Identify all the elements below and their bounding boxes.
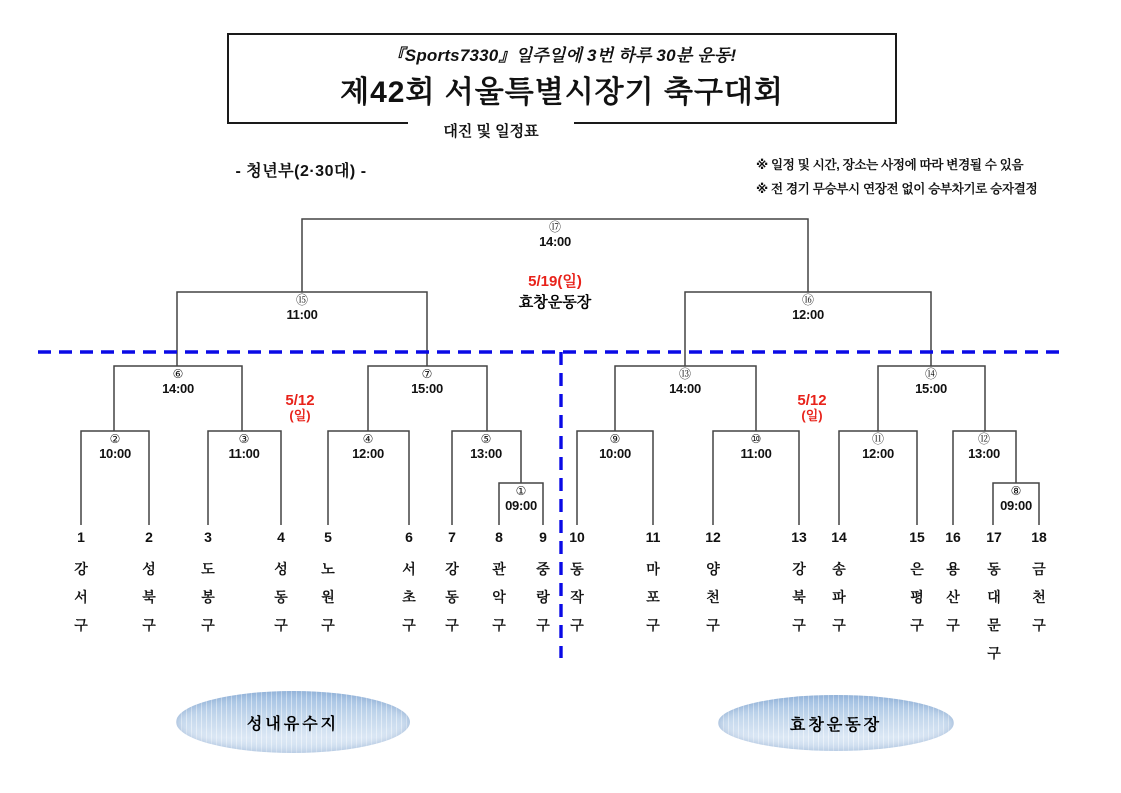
match-m9-label (575, 433, 655, 461)
match-m12-label (944, 433, 1024, 461)
team-name: 은 평 구 (910, 561, 924, 633)
match-number-icon: ⑯ (801, 293, 814, 307)
team-7 (434, 528, 470, 639)
match-time: 11:00 (228, 446, 260, 461)
team-name: 도 봉 구 (201, 561, 215, 633)
match-m11-label (838, 433, 918, 461)
match-number-icon: ⑥ (172, 367, 184, 381)
venue-name-left: 성내유수지 (246, 715, 340, 733)
schedule-table-label: 대진 및 일정표 (408, 119, 574, 145)
team-seed-number: 12 (705, 529, 721, 545)
match-m1-label (481, 485, 561, 513)
match-number-icon: ⑬ (678, 367, 691, 381)
team-seed-number: 16 (945, 529, 961, 545)
team-name: 송 파 구 (832, 561, 846, 633)
team-1 (63, 528, 99, 639)
match-number-icon: ③ (238, 432, 250, 446)
match-number-icon: ② (109, 432, 121, 446)
team-17 (976, 528, 1012, 667)
team-13 (781, 528, 817, 639)
page-title: 제42회 서울특별시장기 축구대회 (340, 76, 784, 109)
match-time: 11:00 (740, 446, 772, 461)
match-m7-label (387, 368, 467, 396)
team-3 (190, 528, 226, 639)
match-m10-label (716, 433, 796, 461)
match-number-icon: ⑦ (421, 367, 433, 381)
team-seed-number: 3 (204, 529, 212, 545)
team-name: 성 북 구 (142, 561, 156, 633)
team-10 (559, 528, 595, 639)
final-round-date: 5/19(일) (528, 273, 582, 290)
team-seed-number: 15 (909, 529, 925, 545)
match-time: 14:00 (539, 234, 571, 249)
final-round-venue: 효창운동장 (518, 294, 592, 311)
team-9 (525, 528, 561, 639)
team-18 (1021, 528, 1057, 639)
note-line-1: ※ 일정 및 시간, 장소는 사정에 따라 변경될 수 있음 (756, 158, 1024, 172)
team-2 (131, 528, 167, 639)
team-seed-number: 13 (791, 529, 807, 545)
team-name: 용 산 구 (946, 561, 960, 633)
match-number-icon: ⑨ (609, 432, 621, 446)
team-seed-number: 7 (448, 529, 456, 545)
team-5 (310, 528, 346, 639)
round-date-right: 5/12 (일) (797, 392, 827, 423)
match-number-icon: ④ (362, 432, 374, 446)
team-seed-number: 18 (1031, 529, 1047, 545)
team-name: 동 대 문 구 (987, 561, 1001, 661)
match-number-icon: ⑪ (871, 432, 884, 446)
match-number-icon: ⑮ (295, 293, 308, 307)
match-number-icon: ① (515, 484, 527, 498)
match-time: 11:00 (286, 307, 318, 322)
match-m5-label (446, 433, 526, 461)
match-time: 14:00 (669, 381, 701, 396)
venue-ellipse-left (176, 691, 410, 753)
match-time: 09:00 (1000, 498, 1032, 513)
team-seed-number: 6 (405, 529, 413, 545)
division-label: - 청년부(2·30대) - (235, 163, 367, 180)
note-line-2: ※ 전 경기 무승부시 연장전 없이 승부차기로 승자결정 (756, 182, 1038, 196)
team-4 (263, 528, 299, 639)
match-m14-label (891, 368, 971, 396)
venue-name-right: 효창운동장 (789, 716, 883, 734)
team-seed-number: 4 (277, 529, 285, 545)
team-11 (635, 528, 671, 639)
match-m3-label (204, 433, 284, 461)
team-seed-number: 1 (77, 529, 85, 545)
match-time: 12:00 (792, 307, 824, 322)
match-m8-label (976, 485, 1056, 513)
team-name: 강 북 구 (792, 561, 806, 633)
team-name: 성 동 구 (274, 561, 288, 633)
team-name: 관 악 구 (492, 561, 506, 633)
team-8 (481, 528, 517, 639)
team-12 (695, 528, 731, 639)
match-number-icon: ⑤ (480, 432, 492, 446)
match-time: 09:00 (505, 498, 537, 513)
team-seed-number: 9 (539, 529, 547, 545)
match-time: 13:00 (968, 446, 1000, 461)
team-seed-number: 17 (986, 529, 1002, 545)
team-seed-number: 14 (831, 529, 847, 545)
team-name: 노 원 구 (321, 561, 335, 633)
match-time: 10:00 (99, 446, 131, 461)
team-seed-number: 5 (324, 529, 332, 545)
match-number-icon: ⑰ (548, 220, 561, 234)
match-number-icon: ⑫ (977, 432, 990, 446)
team-name: 마 포 구 (646, 561, 660, 633)
team-14 (821, 528, 857, 639)
team-name: 강 동 구 (445, 561, 459, 633)
team-seed-number: 10 (569, 529, 585, 545)
team-name: 강 서 구 (74, 561, 88, 633)
match-m6-label (138, 368, 218, 396)
team-name: 중 랑 구 (536, 561, 550, 633)
match-time: 15:00 (915, 381, 947, 396)
venue-ellipse-right (718, 695, 954, 751)
team-15 (899, 528, 935, 639)
match-m15-label (262, 294, 342, 322)
team-6 (391, 528, 427, 639)
match-time: 12:00 (862, 446, 894, 461)
match-time: 13:00 (470, 446, 502, 461)
match-number-icon: ⑩ (750, 432, 762, 446)
match-m13-label (645, 368, 725, 396)
team-name: 양 천 구 (706, 561, 720, 633)
match-m17-label (515, 221, 595, 249)
match-time: 15:00 (411, 381, 443, 396)
match-m16-label (768, 294, 848, 322)
team-name: 서 초 구 (402, 561, 416, 633)
match-time: 10:00 (599, 446, 631, 461)
team-seed-number: 11 (645, 529, 661, 545)
team-seed-number: 8 (495, 529, 503, 545)
team-16 (935, 528, 971, 639)
round-date-left: 5/12 (일) (285, 392, 315, 423)
match-number-icon: ⑧ (1010, 484, 1022, 498)
team-name: 동 작 구 (570, 561, 584, 633)
match-time: 14:00 (162, 381, 194, 396)
match-m2-label (75, 433, 155, 461)
team-name: 금 천 구 (1032, 561, 1046, 633)
match-m4-label (328, 433, 408, 461)
match-number-icon: ⑭ (924, 367, 937, 381)
team-seed-number: 2 (145, 529, 153, 545)
match-time: 12:00 (352, 446, 384, 461)
campaign-subtitle: 『Sports7330』일주일에 3번 하루 30분 운동! (387, 46, 737, 65)
